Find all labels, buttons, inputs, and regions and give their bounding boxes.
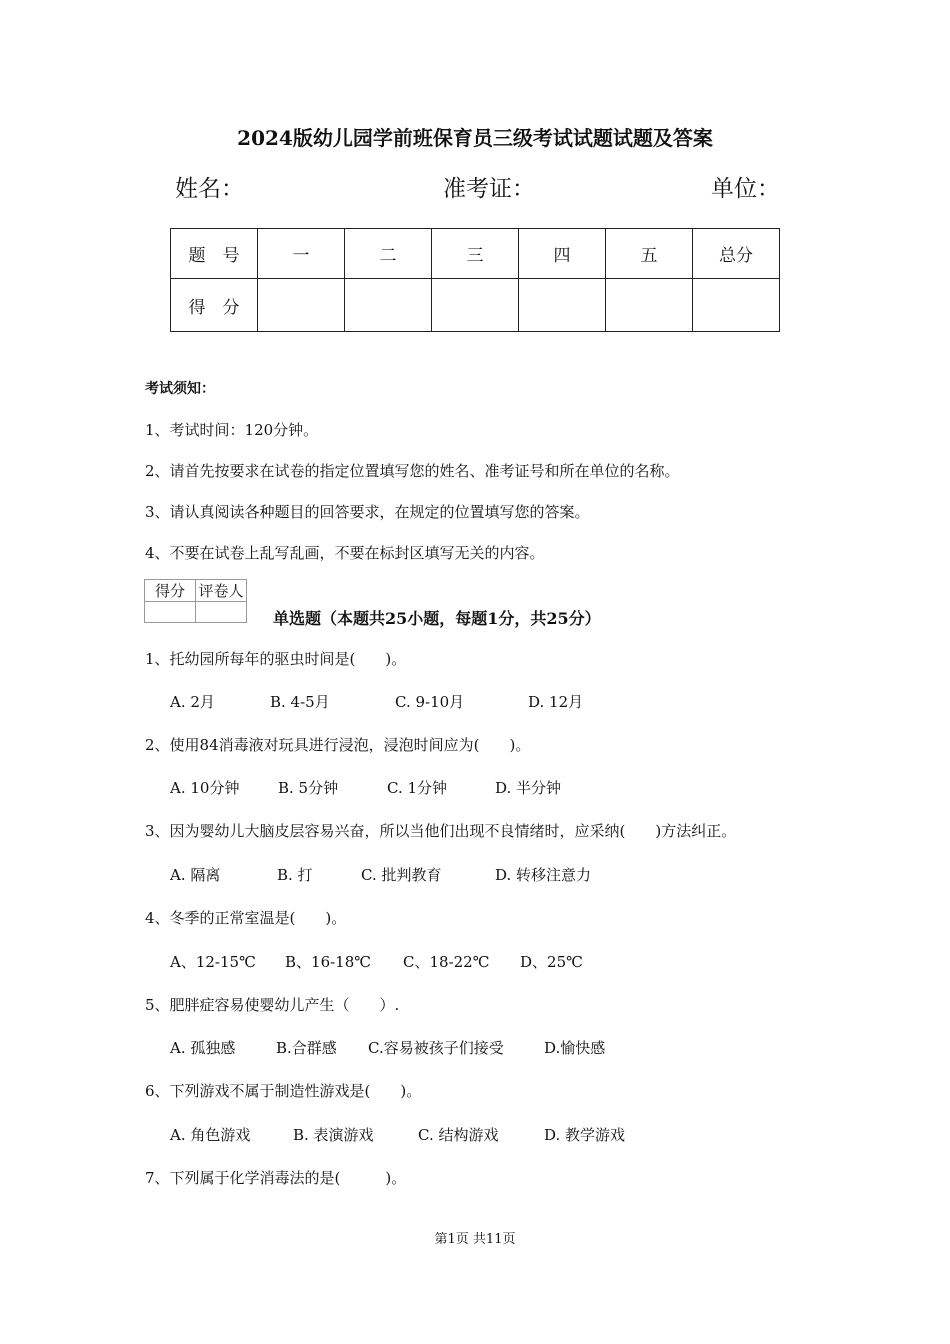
notice-item: 4、不要在试卷上乱写乱画，不要在标封区填写无关的内容。 <box>145 544 545 562</box>
score-input-cell[interactable] <box>606 279 693 332</box>
option[interactable]: B. 表演游戏 <box>293 1126 374 1144</box>
option[interactable]: B. 5分钟 <box>278 779 339 797</box>
score-header-cell: 一 <box>258 229 345 279</box>
score-table <box>170 228 780 332</box>
question-text: 4、冬季的正常室温是( )。 <box>145 909 347 927</box>
notice-item: 1、考试时间：120分钟。 <box>145 421 319 439</box>
option[interactable]: C. 结构游戏 <box>418 1126 499 1144</box>
option[interactable]: C. 批判教育 <box>361 866 442 884</box>
option[interactable]: B. 4-5月 <box>270 693 330 711</box>
option[interactable]: C. 9-10月 <box>395 693 465 711</box>
option[interactable]: D.愉快感 <box>544 1039 606 1057</box>
page-footer: 第1页 共11页 <box>434 1232 516 1247</box>
page-title: 2024版幼儿园学前班保育员三级考试试题试题及答案 <box>237 126 713 150</box>
score-header-cell: 题 号 <box>171 229 258 279</box>
question-text: 2、使用84消毒液对玩具进行浸泡，浸泡时间应为( )。 <box>145 736 531 754</box>
name-field-label: 姓名： <box>175 176 244 202</box>
score-header-cell: 三 <box>432 229 519 279</box>
option[interactable]: C、18-22℃ <box>403 953 490 971</box>
grader-reviewer-cell[interactable] <box>196 602 247 623</box>
option[interactable]: D. 半分钟 <box>495 779 562 797</box>
option[interactable]: A、12-15℃ <box>170 953 256 971</box>
score-input-cell[interactable] <box>345 279 432 332</box>
notice-item: 3、请认真阅读各种题目的回答要求，在规定的位置填写您的答案。 <box>145 503 590 521</box>
score-input-cell[interactable] <box>432 279 519 332</box>
question-text: 3、因为婴幼儿大脑皮层容易兴奋，所以当他们出现不良情绪时，应采纳( )方法纠正。 <box>145 822 737 840</box>
option[interactable]: B、16-18℃ <box>285 953 372 971</box>
score-header-cell: 总分 <box>693 229 780 279</box>
option-row <box>170 691 583 712</box>
score-input-cell[interactable] <box>519 279 606 332</box>
unit-field-label: 单位： <box>711 176 780 202</box>
score-header-cell: 二 <box>345 229 432 279</box>
option[interactable]: C. 1分钟 <box>387 779 448 797</box>
option[interactable]: D. 教学游戏 <box>544 1126 626 1144</box>
score-input-cell[interactable] <box>693 279 780 332</box>
score-input-cell[interactable] <box>258 279 345 332</box>
option[interactable]: A. 孤独感 <box>170 1039 236 1057</box>
question-text: 1、托幼园所每年的驱虫时间是( )。 <box>145 650 407 668</box>
option-row <box>170 1124 625 1145</box>
option[interactable]: D. 12月 <box>528 693 584 711</box>
grader-reviewer-label: 评卷人 <box>196 580 247 602</box>
option[interactable]: C.容易被孩子们接受 <box>368 1039 504 1057</box>
option[interactable]: A. 10分钟 <box>170 779 240 797</box>
score-table-header-row <box>171 229 780 279</box>
option[interactable]: A. 2月 <box>170 693 215 711</box>
question-text: 5、肥胖症容易使婴幼儿产生（ ）. <box>145 996 400 1014</box>
section-title: 单选题（本题共25小题，每题1分，共25分） <box>273 609 601 628</box>
grader-score-label: 得分 <box>145 580 196 602</box>
option[interactable]: B.合群感 <box>276 1039 337 1057</box>
option[interactable]: A. 隔离 <box>170 866 221 884</box>
option-row <box>170 951 583 972</box>
option-row <box>170 864 591 885</box>
grader-box <box>144 579 247 623</box>
notice-heading: 考试须知： <box>145 381 215 397</box>
score-header-cell: 四 <box>519 229 606 279</box>
notice-item: 2、请首先按要求在试卷的指定位置填写您的姓名、准考证号和所在单位的名称。 <box>145 462 680 480</box>
exam-number-field-label: 准考证： <box>443 176 535 202</box>
option[interactable]: D. 转移注意力 <box>495 866 592 884</box>
option[interactable]: D、25℃ <box>520 953 583 971</box>
score-row-label: 得 分 <box>171 279 258 332</box>
option-row <box>170 777 561 798</box>
score-header-cell: 五 <box>606 229 693 279</box>
grader-score-cell[interactable] <box>145 602 196 623</box>
option[interactable]: B. 打 <box>277 866 313 884</box>
question-text: 6、下列游戏不属于制造性游戏是( )。 <box>145 1082 422 1100</box>
score-table-score-row <box>171 279 780 332</box>
question-text: 7、下列属于化学消毒法的是( )。 <box>145 1169 407 1187</box>
option-row <box>170 1037 605 1058</box>
option[interactable]: A. 角色游戏 <box>170 1126 251 1144</box>
